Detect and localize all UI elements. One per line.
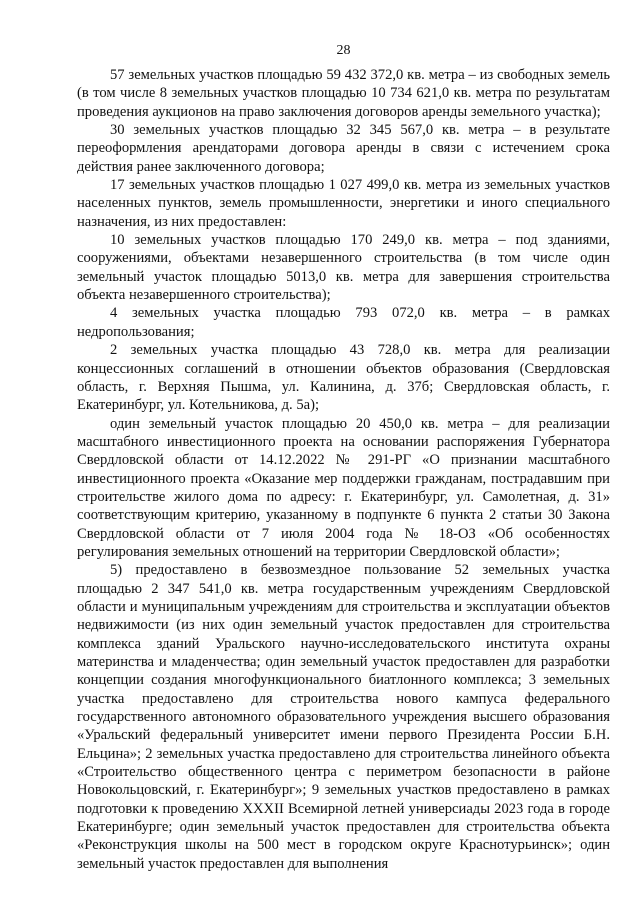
paragraph-investment-project: один земельный участок площадью 20 450,0 кв. метра – для реализации масштабного инвестиционного проекта на основании распоряжения Губернатора Свердловской области от 14.12.2022 № 291-РГ «О признании масштабного инвестиционного проекта «Оказание мер поддержки гражданам, пострадавшим при строительстве жилого дома по адресу: г. Екатеринбург, ул. Самолетная, д. 31» соответствующим критерию, указанному в подпункте 6 пункта 2 статьи 30 Закона Свердловской области от 7 июля 2004 года № 18-ОЗ «Об особенностях регулирования земельных отношений на территории Свердловской области»;	[77, 415, 610, 560]
paragraph-free-lands: 57 земельных участков площадью 59 432 372,0 кв. метра – из свободных земель (в том числе 8 земельных участков площадью 10 734 621,0 кв. метра по результатам проведения аукционов на право заключения договоров аренды земельного участка);	[77, 67, 610, 120]
paragraph-free-use: 5) предоставлено в безвозмездное пользование 52 земельных участка площадью 2 347 541,0 кв. метра государственным учреждениям Свердловской области и муниципальным учреждениям для строительства и эксплуатации объектов недвижимости (из них один земельный участок предоставлен для строительства комплекса зданий Уральского научно-исследовательского института охраны материнства и младенчества; один земельный участок предоставлен для разработки концепции создания многофункционального биатлонного комплекса; 3 земельных участка предоставлено для строительства нового кампуса федерального государственного автономного образовательного учреждения высшего образования «Уральский федеральный университет имени первого Президента России Б.Н. Ельцина»; 2 земельных участка предоставлено для строительства линейного объекта «Строительство общественного центра с периметром безопасности в районе Новокольцовский, г. Екатеринбург»; 9 земельных участков предоставлено в рамках подготовки к проведению XXXII Всемирной летней универсиады 2023 года в городе Екатеринбурге; один земельный участок предоставлен для строительства объекта «Реконструкция школы на 500 мест в городском округе Краснотурьинск»; один земельный участок предоставлен для выполнения	[77, 562, 610, 872]
paragraph-subsoil-use: 4 земельных участка площадью 793 072,0 кв. метра – в рамках недропользования;	[77, 305, 610, 340]
paragraph-buildings: 10 земельных участков площадью 170 249,0 кв. метра – под зданиями, сооружениями, объектами незавершенного строительства (в том числе один земельный участок площадью 5013,0 кв. метра для завершения строительства объекта незавершенного строительства);	[77, 232, 610, 304]
paragraph-concession: 2 земельных участка площадью 43 728,0 кв. метра для реализации концессионных соглашений в отношении объектов образования (Свердловская область, г. Верхняя Пышма, ул. Калинина, д. 37б; Свердловская область, г. Екатеринбург, ул. Котельникова, д. 5а);	[77, 342, 610, 414]
page-number: 28	[336, 43, 351, 58]
paragraph-lease-reissue: 30 земельных участков площадью 32 345 567,0 кв. метра – в результате переоформления арендаторами договора аренды в связи с истечением срока действия ранее заключенного договора;	[77, 122, 610, 175]
paragraph-settlement-lands: 17 земельных участков площадью 1 027 499,0 кв. метра из земельных участков населенных пунктов, земель промышленности, энергетики и иного специального назначения, из них предоставлен:	[77, 177, 610, 230]
